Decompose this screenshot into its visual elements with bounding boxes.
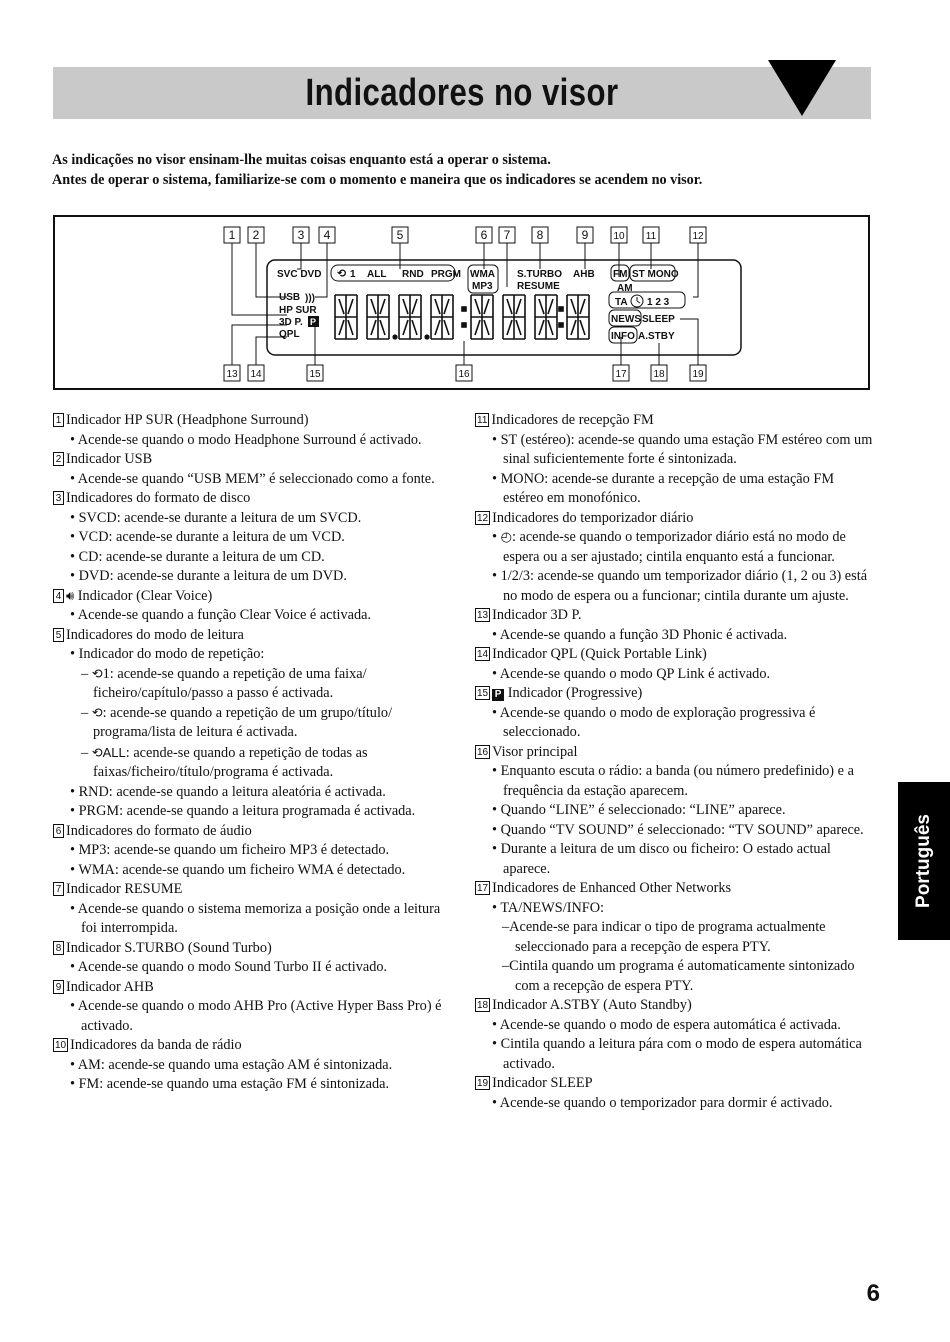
- 3d-phonic-indicator: 3D P.: [279, 317, 303, 328]
- callout-number: 15: [309, 369, 321, 380]
- display-digit: [567, 295, 589, 339]
- callout-number: 5: [396, 228, 404, 242]
- callout-number: 4: [323, 228, 331, 242]
- st-mono-indicator: ST MONO: [632, 269, 679, 280]
- list-item: 4 🔊︎ Indicador (Clear Voice): [53, 587, 458, 607]
- callout-number: 1: [228, 228, 236, 242]
- list-item: 6 Indicadores do formato de áudio: [53, 822, 458, 842]
- usb-indicator: USB: [279, 292, 301, 303]
- list-item: 13 Indicador 3D P.: [477, 607, 582, 623]
- sleep-indicator: SLEEP: [642, 314, 675, 325]
- list-item: 8 Indicador S.TURBO (Sound Turbo): [53, 939, 458, 959]
- display-dot: [393, 335, 397, 339]
- clear-voice-icon: ))): [305, 293, 315, 304]
- right-column: 11 Indicadores de recepção FM • ST (estéreo): acende-se quando uma estação FM estéreo com um sinal suficientemente forte é sintonizada. • MONO: acende-se durante a recepção de uma estação FM estéreo em monofónico. 12 Indicadores do temporizador diário • ◴: acende-se quando o temporizador diário está no modo de espera ou a ser ajustado; cintila enquanto está a funcionar. • 1/2/3: acende-se quando um temporizador diário (1, 2 ou 3) está no modo de espera ou a funcionar; cintila durante um ajuste. 13 Indicador 3D P. • Acende-se quando a função 3D Phonic é activada. 14 Indicador QPL (Quick Portable Link) • Acende-se quando o modo QP Link é activado. 15 P Indicador (Progressive) • Acende-se quando o modo de exploração progressiva é seleccionado. 16 Visor principal • Enquanto escuta o rádio: a banda (ou número predefinido) e a frequência da estação aparecem. • Quando “LINE” é seleccionado: “LINE” aparece. • Quando “TV SOUND” é seleccionado: “TV SOUND” aparece. • Durante a leitura de um disco ou ficheiro: O estado actual aparece. 17 Indicadores de Enhanced Other Networks • TA/NEWS/INFO: –Acende-se para indicar o tipo de programa actualmente seleccionado para a recepção de espera PTY. –Cintila quando um programa é automaticamente sintonizado com a recepção de espera PTY. 18 Indicador A.STBY (Auto Standby) • Acende-se quando o modo de espera automática é activada. • Cintila quando a leitura pára com o modo de espera automática activado. 19 Indicador SLEEP • Acende-se quando o temporizador para dormir é activado.: [475, 411, 875, 1113]
- display-digit: [335, 295, 357, 339]
- list-item: 9 Indicador AHB: [53, 978, 458, 998]
- callout-leader: [297, 243, 301, 269]
- display-colon: [462, 323, 466, 327]
- all-indicator: ALL: [367, 269, 387, 280]
- callout-number: 18: [653, 369, 665, 380]
- svc-dvd-indicator: SVC DVD: [277, 269, 322, 280]
- callout-number: 6: [480, 228, 488, 242]
- left-column: 1 Indicador HP SUR (Headphone Surround) • Acende-se quando o modo Headphone Surround é activado. 2 Indicador USB • Acende-se quando “USB MEM” é seleccionado como a fonte. 3 Indicadores do formato de disco • SVCD: acende-se durante a leitura de um SVCD. • VCD: acende-se durante a leitura de um VCD. • CD: acende-se durante a leitura de um CD. • DVD: acende-se durante a leitura de um DVD. 4 🔊︎ Indicador (Clear Voice) • Acende-se quando a função Clear Voice é activada. 5 Indicadores do modo de leitura • Indicador do modo de repetição: – ⟲1: acende-se quando a repetição de uma faixa/ ficheiro/capítulo/passo a passo é activada. – ⟲: acende-se quando a repetição de um grupo/título/ programa/lista de leitura é activada. – ⟲ALL: acende-se quando a repetição de todas as faixas/ficheiro/título/programa é activada. • RND: acende-se quando a leitura aleatória é activada. • PRGM: acende-se quando a leitura programada é activada. 6 Indicadores do formato de áudio • MP3: acende-se quando um ficheiro MP3 é detectado. • WMA: acende-se quando um ficheiro WMA é detectado. 7 Indicador RESUME • Acende-se quando o sistema memoriza a posição onde a leitura foi interrompida. 8 Indicador S.TURBO (Sound Turbo) • Acende-se quando o modo Sound Turbo II é activado. 9 Indicador AHB • Acende-se quando o modo AHB Pro (Active Hyper Bass Pro) é activado. 10 Indicadores da banda de rádio • AM: acende-se quando uma estação AM é sintonizada. • FM: acende-se quando uma estação FM é sintonizada.: [53, 411, 458, 1095]
- display-diagram: [53, 215, 870, 390]
- intro-text: [52, 150, 902, 190]
- main-segment-display: [335, 295, 589, 339]
- page-number: 6: [866, 1280, 880, 1307]
- list-item: 17 Indicadores de Enhanced Other Networks: [477, 880, 732, 896]
- repeat-icon: ⟲: [91, 666, 103, 682]
- callout-number: 7: [503, 228, 511, 242]
- progressive-indicator: P: [310, 317, 317, 327]
- list-item: 11 Indicadores de recepção FM: [477, 412, 654, 428]
- list-item: 2 Indicador USB: [53, 450, 458, 470]
- repeat-icon: ⟲: [337, 268, 347, 280]
- list-item: 16 Visor principal: [477, 743, 578, 760]
- fm-indicator: FM: [613, 269, 628, 280]
- callout-leader: [693, 243, 698, 297]
- clear-voice-icon: 🔊︎: [66, 588, 75, 604]
- hp-sur-indicator: HP SUR: [279, 305, 317, 316]
- display-digit: [471, 295, 493, 339]
- list-item: 12 Indicadores do temporizador diário: [477, 509, 694, 526]
- callout-number: 12: [692, 231, 704, 242]
- progressive-icon: P: [492, 689, 504, 701]
- display-digit: [399, 295, 421, 339]
- callout-number: 10: [613, 231, 625, 242]
- sturbo-indicator: S.TURBO: [517, 269, 562, 280]
- callout-number: 13: [226, 369, 238, 380]
- callout-number: 11: [645, 231, 657, 242]
- info-indicator: INFO: [611, 331, 635, 342]
- display-digit: [431, 295, 453, 339]
- repeat-icon: ⟲: [91, 745, 103, 761]
- intro-line-2: Antes de operar o sistema, familiarize-se com o momento e maneira que os indicadores se acendem no visor.: [52, 172, 703, 188]
- list-item: 7 Indicador RESUME: [53, 880, 458, 900]
- list-item: 15 P Indicador (Progressive): [477, 685, 643, 701]
- display-colon: [462, 307, 466, 311]
- list-item: 5 Indicadores do modo de leitura: [53, 626, 458, 646]
- clock-icon: ◴: [500, 530, 512, 545]
- timer-numbers-indicator: 1 2 3: [647, 297, 670, 308]
- callout-number: 8: [536, 228, 544, 242]
- display-dot: [425, 335, 429, 339]
- astby-indicator: A.STBY: [638, 331, 675, 342]
- wma-indicator: WMA: [470, 269, 495, 280]
- ahb-indicator: AHB: [573, 269, 595, 280]
- display-colon: [559, 323, 563, 327]
- callout-number: 19: [692, 369, 704, 380]
- display-digit: [367, 295, 389, 339]
- callout-number: 17: [615, 369, 627, 380]
- repeat-one-indicator: 1: [350, 269, 356, 280]
- am-indicator: AM: [617, 283, 633, 294]
- mp3-indicator: MP3: [472, 281, 493, 292]
- display-digit: [535, 295, 557, 339]
- resume-indicator: RESUME: [517, 281, 560, 292]
- repeat-icon: ⟲: [91, 705, 103, 721]
- page-title: Indicadores no visor: [305, 72, 619, 114]
- display-svg: [55, 217, 872, 392]
- list-item: 1 Indicador HP SUR (Headphone Surround): [53, 411, 458, 431]
- prgm-indicator: PRGM: [431, 269, 461, 280]
- callout-number: 9: [581, 228, 589, 242]
- intro-line-1: As indicações no visor ensinam-lhe muitas coisas enquanto está a operar o sistema.: [52, 152, 551, 168]
- qpl-indicator: QPL: [279, 329, 300, 340]
- ta-indicator: TA: [615, 297, 628, 308]
- list-item: 14 Indicador QPL (Quick Portable Link): [477, 646, 707, 662]
- list-item: 3 Indicadores do formato de disco: [53, 489, 458, 509]
- callout-number: 14: [250, 369, 262, 380]
- callout-number: 2: [252, 228, 260, 242]
- rnd-indicator: RND: [402, 269, 424, 280]
- display-colon: [559, 307, 563, 311]
- callout-leader: [256, 337, 287, 365]
- callout-number: 3: [297, 228, 305, 242]
- header-triangle-icon: [760, 56, 840, 120]
- list-item: 18 Indicador A.STBY (Auto Standby): [477, 997, 692, 1013]
- news-indicator: NEWS: [611, 314, 641, 325]
- display-digit: [503, 295, 525, 339]
- callout-number: 16: [458, 369, 470, 380]
- list-item: 19 Indicador SLEEP: [477, 1075, 593, 1091]
- callout-leader: [680, 319, 698, 365]
- list-item: 10 Indicadores da banda de rádio: [55, 1037, 242, 1053]
- language-tab-label: Português: [913, 814, 934, 908]
